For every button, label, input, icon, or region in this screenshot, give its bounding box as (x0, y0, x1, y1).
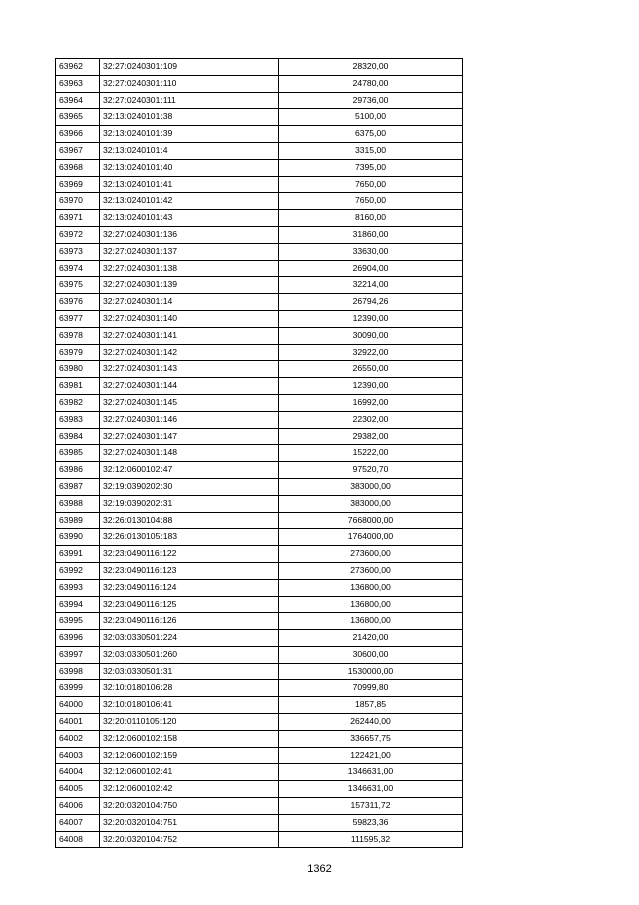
row-number-cell: 64001 (56, 714, 100, 731)
row-number-cell: 63990 (56, 529, 100, 546)
cadastral-number-cell: 32:27:0240301:14 (100, 294, 279, 311)
cadastral-number-cell: 32:20:0110105:120 (100, 714, 279, 731)
value-cell: 262440,00 (279, 714, 463, 731)
table-row (56, 495, 463, 512)
table-row (56, 730, 463, 747)
cadastral-number-cell: 32:26:0130104:88 (100, 512, 279, 529)
table-row (56, 781, 463, 798)
table-row (56, 478, 463, 495)
table-row (56, 260, 463, 277)
row-number-cell: 63972 (56, 226, 100, 243)
cadastral-number-cell: 32:12:0600102:159 (100, 747, 279, 764)
cadastral-number-cell: 32:26:0130105:183 (100, 529, 279, 546)
row-number-cell: 63973 (56, 243, 100, 260)
table-row (56, 176, 463, 193)
cadastral-number-cell: 32:20:0320104:751 (100, 814, 279, 831)
value-cell: 273600,00 (279, 562, 463, 579)
value-cell: 16992,00 (279, 394, 463, 411)
row-number-cell: 63963 (56, 75, 100, 92)
cadastral-number-cell: 32:23:0490116:124 (100, 579, 279, 596)
table-row (56, 831, 463, 848)
row-number-cell: 64003 (56, 747, 100, 764)
row-number-cell: 63988 (56, 495, 100, 512)
cadastral-number-cell: 32:10:0180106:41 (100, 697, 279, 714)
cadastral-number-cell: 32:27:0240301:144 (100, 378, 279, 395)
cadastral-number-cell: 32:27:0240301:111 (100, 92, 279, 109)
cadastral-number-cell: 32:23:0490116:123 (100, 562, 279, 579)
row-number-cell: 64004 (56, 764, 100, 781)
row-number-cell: 63975 (56, 277, 100, 294)
cadastral-number-cell: 32:27:0240301:140 (100, 310, 279, 327)
table-row (56, 747, 463, 764)
row-number-cell: 64000 (56, 697, 100, 714)
cadastral-number-cell: 32:12:0600102:158 (100, 730, 279, 747)
row-number-cell: 63994 (56, 596, 100, 613)
value-cell: 12390,00 (279, 310, 463, 327)
table-row (56, 680, 463, 697)
table-row (56, 764, 463, 781)
value-cell: 59823,36 (279, 814, 463, 831)
value-cell: 7395,00 (279, 159, 463, 176)
row-number-cell: 64008 (56, 831, 100, 848)
table-row (56, 109, 463, 126)
table-row (56, 92, 463, 109)
row-number-cell: 63982 (56, 394, 100, 411)
table-row (56, 562, 463, 579)
table-row (56, 697, 463, 714)
table-row (56, 663, 463, 680)
row-number-cell: 63983 (56, 411, 100, 428)
cadastral-number-cell: 32:23:0490116:122 (100, 546, 279, 563)
table-row (56, 344, 463, 361)
table-row (56, 378, 463, 395)
table-row (56, 798, 463, 815)
row-number-cell: 63987 (56, 478, 100, 495)
value-cell: 97520,70 (279, 462, 463, 479)
value-cell: 383000,00 (279, 495, 463, 512)
value-cell: 70999,80 (279, 680, 463, 697)
value-cell: 7650,00 (279, 193, 463, 210)
cadastral-number-cell: 32:13:0240101:39 (100, 126, 279, 143)
value-cell: 111595,32 (279, 831, 463, 848)
page-number: 1362 (307, 863, 332, 875)
value-cell: 32922,00 (279, 344, 463, 361)
value-cell: 24780,00 (279, 75, 463, 92)
value-cell: 7650,00 (279, 176, 463, 193)
value-cell: 1857,85 (279, 697, 463, 714)
table-row (56, 428, 463, 445)
cadastral-number-cell: 32:13:0240101:40 (100, 159, 279, 176)
cadastral-number-cell: 32:27:0240301:142 (100, 344, 279, 361)
row-number-cell: 63989 (56, 512, 100, 529)
table-row (56, 814, 463, 831)
value-cell: 22302,00 (279, 411, 463, 428)
value-cell: 31860,00 (279, 226, 463, 243)
row-number-cell: 63977 (56, 310, 100, 327)
cadastral-number-cell: 32:27:0240301:145 (100, 394, 279, 411)
table-row (56, 294, 463, 311)
table-row (56, 159, 463, 176)
cadastral-number-cell: 32:10:0180106:28 (100, 680, 279, 697)
cadastral-number-cell: 32:03:0330501:260 (100, 646, 279, 663)
cadastral-number-cell: 32:13:0240101:38 (100, 109, 279, 126)
cadastral-number-cell: 32:13:0240101:43 (100, 210, 279, 227)
table-row (56, 126, 463, 143)
row-number-cell: 63999 (56, 680, 100, 697)
value-cell: 157311,72 (279, 798, 463, 815)
row-number-cell: 63970 (56, 193, 100, 210)
table-row (56, 630, 463, 647)
cadastral-number-cell: 32:03:0330501:224 (100, 630, 279, 647)
cadastral-number-cell: 32:27:0240301:136 (100, 226, 279, 243)
value-cell: 29736,00 (279, 92, 463, 109)
row-number-cell: 63993 (56, 579, 100, 596)
row-number-cell: 63976 (56, 294, 100, 311)
cadastral-number-cell: 32:12:0600102:42 (100, 781, 279, 798)
table-row (56, 59, 463, 76)
row-number-cell: 63986 (56, 462, 100, 479)
value-cell: 26904,00 (279, 260, 463, 277)
table-row (56, 75, 463, 92)
value-cell: 136800,00 (279, 613, 463, 630)
row-number-cell: 63981 (56, 378, 100, 395)
value-cell: 30090,00 (279, 327, 463, 344)
row-number-cell: 63964 (56, 92, 100, 109)
table-row (56, 462, 463, 479)
row-number-cell: 63985 (56, 445, 100, 462)
cadastral-number-cell: 32:13:0240101:42 (100, 193, 279, 210)
value-cell: 21420,00 (279, 630, 463, 647)
table-row (56, 210, 463, 227)
value-cell: 5100,00 (279, 109, 463, 126)
value-cell: 32214,00 (279, 277, 463, 294)
table-row (56, 579, 463, 596)
registry-table (55, 58, 463, 848)
table-row (56, 646, 463, 663)
value-cell: 30600,00 (279, 646, 463, 663)
table-row (56, 613, 463, 630)
value-cell: 12390,00 (279, 378, 463, 395)
table-row (56, 327, 463, 344)
value-cell: 8160,00 (279, 210, 463, 227)
row-number-cell: 63962 (56, 59, 100, 76)
row-number-cell: 63984 (56, 428, 100, 445)
value-cell: 7668000,00 (279, 512, 463, 529)
value-cell: 28320,00 (279, 59, 463, 76)
value-cell: 1764000,00 (279, 529, 463, 546)
table-row (56, 529, 463, 546)
table-row (56, 142, 463, 159)
row-number-cell: 64005 (56, 781, 100, 798)
cadastral-number-cell: 32:20:0320104:752 (100, 831, 279, 848)
row-number-cell: 63969 (56, 176, 100, 193)
value-cell: 15222,00 (279, 445, 463, 462)
row-number-cell: 63980 (56, 361, 100, 378)
cadastral-number-cell: 32:23:0490116:125 (100, 596, 279, 613)
cadastral-number-cell: 32:27:0240301:109 (100, 59, 279, 76)
row-number-cell: 63971 (56, 210, 100, 227)
value-cell: 3315,00 (279, 142, 463, 159)
cadastral-number-cell: 32:23:0490116:126 (100, 613, 279, 630)
cadastral-number-cell: 32:27:0240301:148 (100, 445, 279, 462)
table-row (56, 193, 463, 210)
cadastral-number-cell: 32:27:0240301:139 (100, 277, 279, 294)
value-cell: 33630,00 (279, 243, 463, 260)
cadastral-number-cell: 32:27:0240301:141 (100, 327, 279, 344)
table-row (56, 394, 463, 411)
table-row (56, 411, 463, 428)
table-row (56, 512, 463, 529)
table-row (56, 714, 463, 731)
row-number-cell: 63996 (56, 630, 100, 647)
row-number-cell: 64002 (56, 730, 100, 747)
cadastral-number-cell: 32:12:0600102:41 (100, 764, 279, 781)
value-cell: 6375,00 (279, 126, 463, 143)
cadastral-number-cell: 32:27:0240301:143 (100, 361, 279, 378)
row-number-cell: 63979 (56, 344, 100, 361)
cadastral-number-cell: 32:20:0320104:750 (100, 798, 279, 815)
value-cell: 1530000,00 (279, 663, 463, 680)
cadastral-number-cell: 32:13:0240101:4 (100, 142, 279, 159)
row-number-cell: 63991 (56, 546, 100, 563)
table-row (56, 243, 463, 260)
value-cell: 26794,26 (279, 294, 463, 311)
value-cell: 336657,75 (279, 730, 463, 747)
value-cell: 136800,00 (279, 579, 463, 596)
table-body (56, 59, 463, 848)
value-cell: 273600,00 (279, 546, 463, 563)
cadastral-number-cell: 32:27:0240301:146 (100, 411, 279, 428)
cadastral-number-cell: 32:19:0390202:31 (100, 495, 279, 512)
cadastral-number-cell: 32:12:0600102:47 (100, 462, 279, 479)
row-number-cell: 63974 (56, 260, 100, 277)
cadastral-number-cell: 32:27:0240301:138 (100, 260, 279, 277)
table-row (56, 596, 463, 613)
cadastral-number-cell: 32:27:0240301:137 (100, 243, 279, 260)
row-number-cell: 63995 (56, 613, 100, 630)
row-number-cell: 63992 (56, 562, 100, 579)
value-cell: 122421,00 (279, 747, 463, 764)
cadastral-number-cell: 32:19:0390202:30 (100, 478, 279, 495)
row-number-cell: 63978 (56, 327, 100, 344)
value-cell: 1346631,00 (279, 781, 463, 798)
value-cell: 136800,00 (279, 596, 463, 613)
row-number-cell: 63967 (56, 142, 100, 159)
table-row (56, 226, 463, 243)
cadastral-number-cell: 32:27:0240301:147 (100, 428, 279, 445)
row-number-cell: 64007 (56, 814, 100, 831)
row-number-cell: 63966 (56, 126, 100, 143)
cadastral-number-cell: 32:27:0240301:110 (100, 75, 279, 92)
table-row (56, 361, 463, 378)
value-cell: 26550,00 (279, 361, 463, 378)
value-cell: 29382,00 (279, 428, 463, 445)
value-cell: 1346631,00 (279, 764, 463, 781)
row-number-cell: 64006 (56, 798, 100, 815)
cadastral-number-cell: 32:03:0330501:31 (100, 663, 279, 680)
cadastral-number-cell: 32:13:0240101:41 (100, 176, 279, 193)
row-number-cell: 63997 (56, 646, 100, 663)
table-row (56, 277, 463, 294)
table-row (56, 445, 463, 462)
row-number-cell: 63998 (56, 663, 100, 680)
row-number-cell: 63965 (56, 109, 100, 126)
table-row (56, 310, 463, 327)
table-row (56, 546, 463, 563)
value-cell: 383000,00 (279, 478, 463, 495)
row-number-cell: 63968 (56, 159, 100, 176)
